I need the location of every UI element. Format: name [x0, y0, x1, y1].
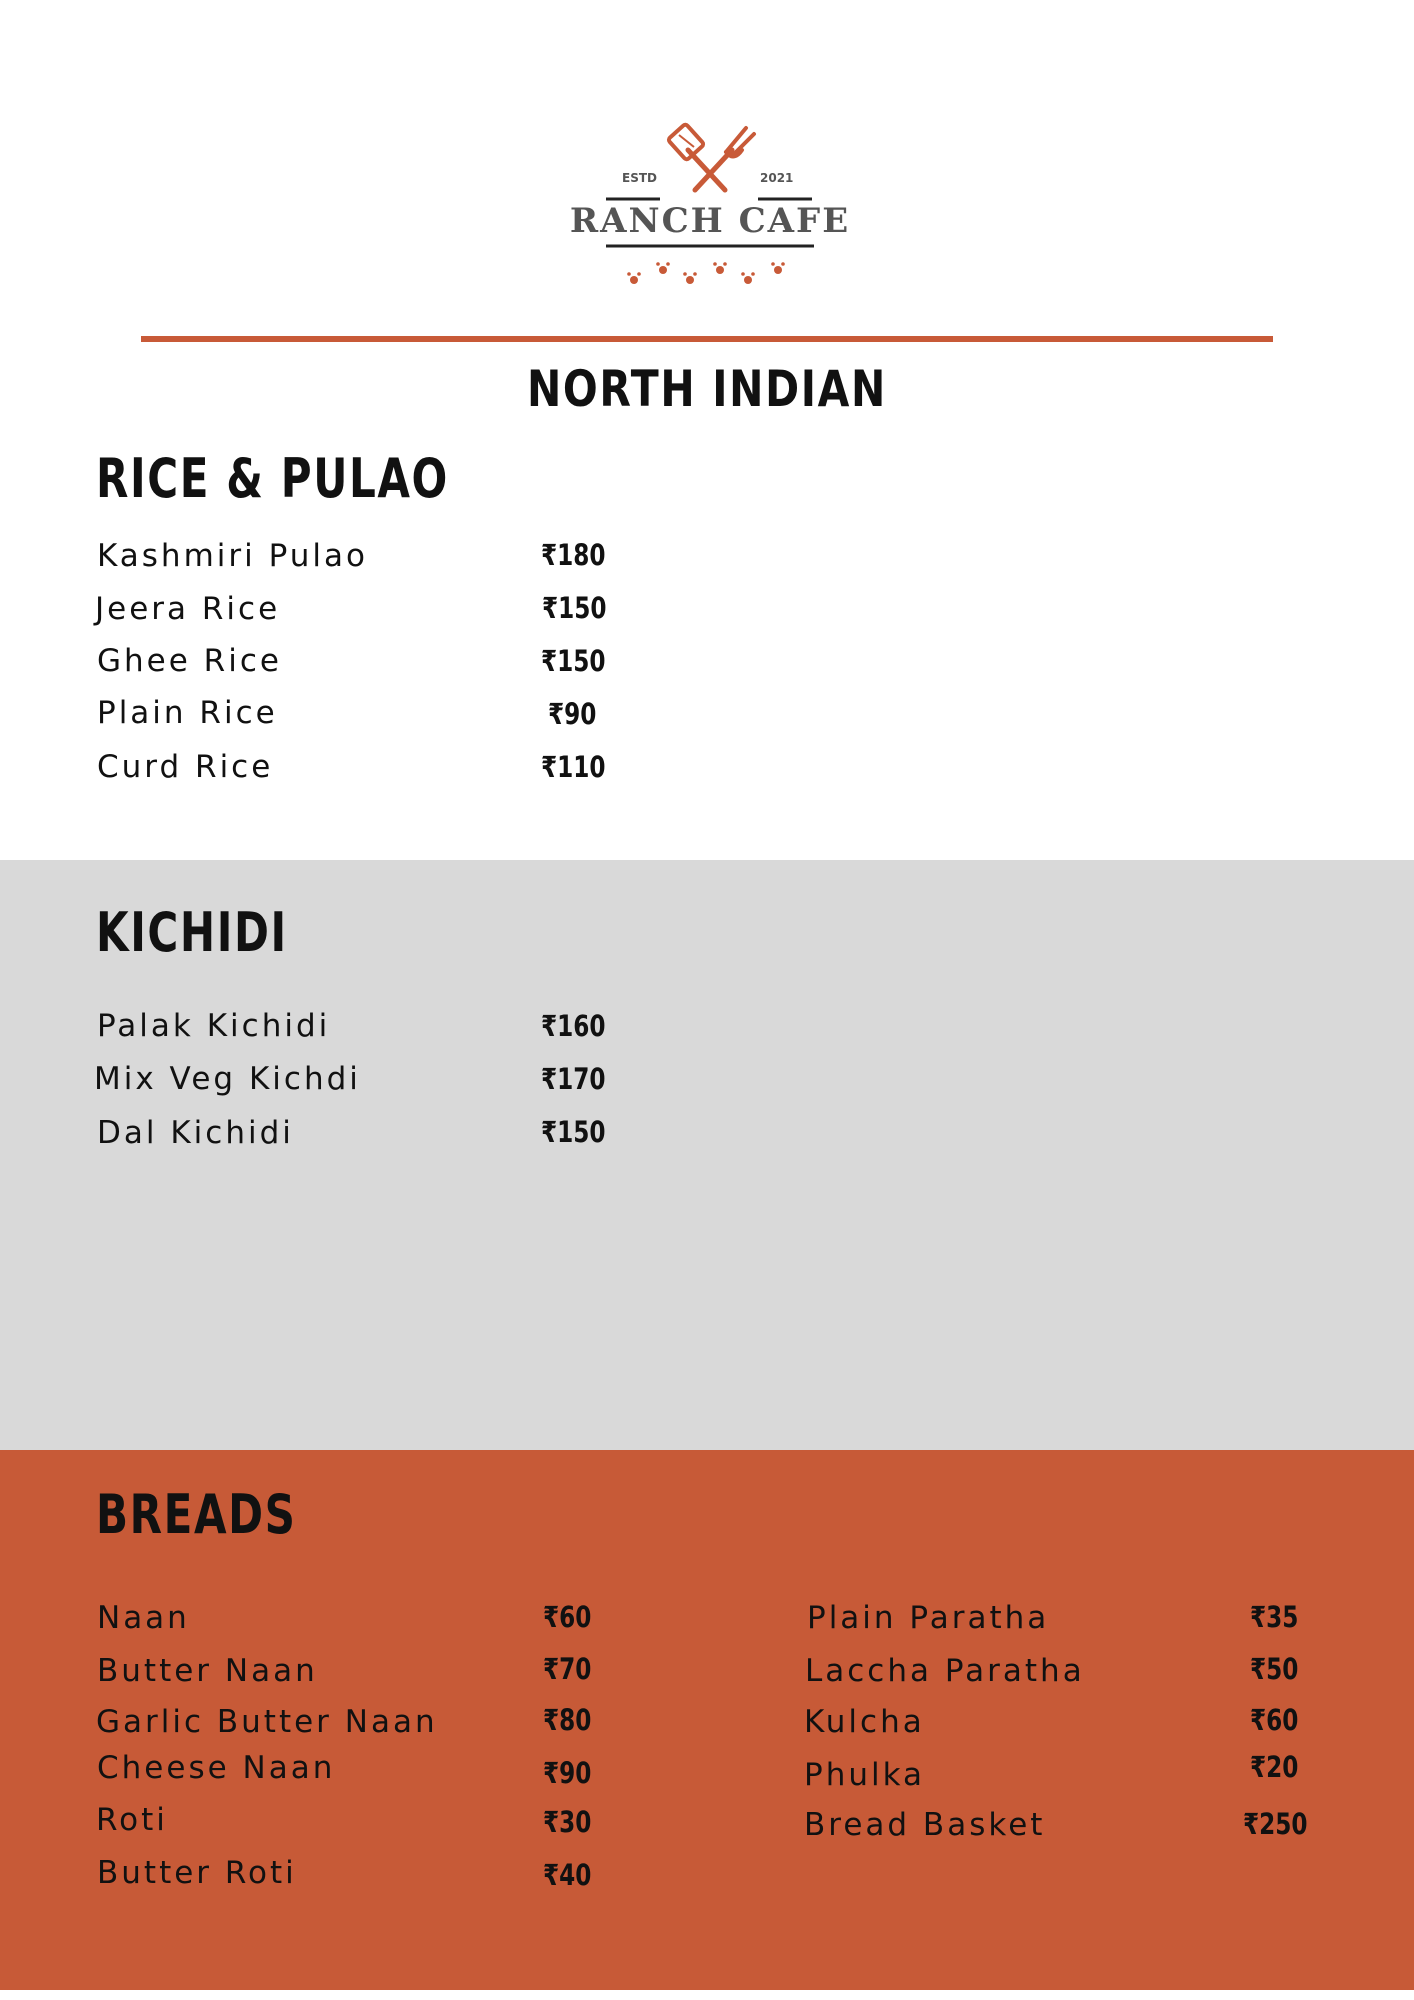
menu-item-price: ₹90	[543, 1756, 592, 1790]
menu-item-name: Naan	[97, 1600, 190, 1636]
crossed-spatula-fork-icon	[560, 110, 860, 300]
header-divider	[141, 336, 1273, 342]
menu-item-name: Butter Naan	[97, 1653, 318, 1689]
menu-item-price: ₹150	[541, 644, 606, 678]
menu-item-name: Ghee Rice	[97, 643, 282, 679]
menu-item-price: ₹50	[1250, 1652, 1299, 1686]
menu-item-price: ₹180	[541, 538, 606, 572]
menu-item-price: ₹250	[1243, 1807, 1308, 1841]
menu-item-name: Curd Rice	[97, 749, 274, 785]
menu-item-price: ₹160	[541, 1009, 606, 1043]
menu-item-price: ₹150	[541, 1115, 606, 1149]
menu-item-price: ₹110	[541, 750, 606, 784]
menu-item-price: ₹70	[543, 1652, 592, 1686]
menu-item-price: ₹40	[543, 1858, 592, 1892]
menu-item-name: Phulka	[804, 1757, 926, 1793]
menu-item-name: Kashmiri Pulao	[97, 538, 368, 574]
rice-pulao-heading: RICE & PULAO	[96, 447, 449, 510]
menu-item-name: Palak Kichidi	[97, 1008, 331, 1044]
brand-name: RANCH CAFE	[569, 201, 851, 241]
menu-item-name: Plain Rice	[97, 695, 278, 731]
menu-item-price: ₹80	[543, 1703, 592, 1737]
menu-item-name: Cheese Naan	[97, 1750, 336, 1786]
menu-item-name: Plain Paratha	[807, 1600, 1050, 1636]
menu-item-name: Laccha Paratha	[805, 1653, 1085, 1689]
menu-item-name: Dal Kichidi	[97, 1115, 294, 1151]
estd-year: 2021	[760, 171, 794, 185]
menu-item-price: ₹60	[543, 1600, 592, 1634]
menu-item-price: ₹90	[548, 697, 597, 731]
menu-item-price: ₹150	[542, 591, 607, 625]
menu-item-name: Bread Basket	[804, 1807, 1046, 1843]
breads-heading: BREADS	[96, 1483, 297, 1546]
brand-logo	[560, 110, 860, 300]
menu-item-name: Butter Roti	[97, 1855, 297, 1891]
menu-item-price: ₹30	[543, 1805, 592, 1839]
page-title: NORTH INDIAN	[526, 360, 888, 418]
menu-item-price: ₹170	[541, 1062, 606, 1096]
menu-item-name: Mix Veg Kichdi	[94, 1061, 361, 1097]
menu-item-name: Roti	[96, 1802, 168, 1838]
kichidi-heading: KICHIDI	[96, 901, 288, 964]
menu-item-price: ₹35	[1250, 1600, 1299, 1634]
menu-item-name: Kulcha	[804, 1704, 925, 1740]
estd-label: ESTD	[622, 171, 657, 185]
menu-item-price: ₹20	[1250, 1750, 1299, 1784]
menu-item-name: Garlic Butter Naan	[96, 1704, 438, 1740]
menu-item-price: ₹60	[1250, 1703, 1299, 1737]
menu-item-name: Jeera Rice	[95, 591, 281, 627]
